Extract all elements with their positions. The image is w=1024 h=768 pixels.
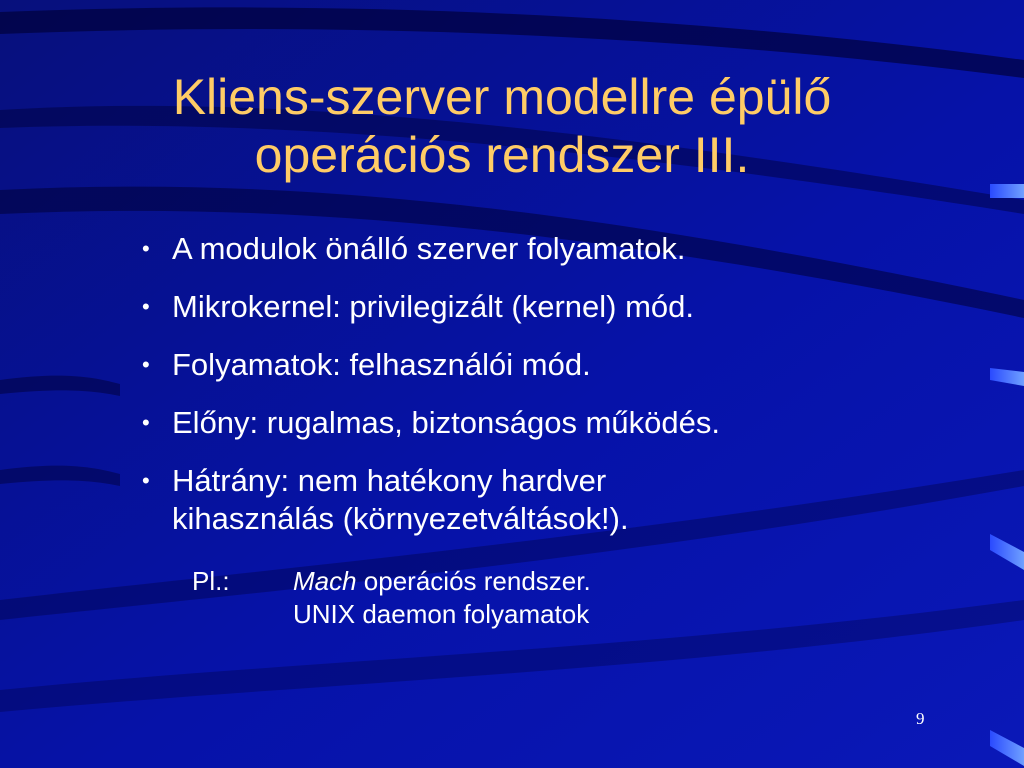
example-line-1 bbox=[293, 565, 591, 598]
example-italic-term: Mach bbox=[293, 566, 357, 596]
example-lines bbox=[293, 565, 591, 631]
bullet-item bbox=[140, 288, 940, 326]
bullet-text-line-2: kihasználás (környezetváltások!). bbox=[172, 501, 629, 536]
example-line-1-rest: operációs rendszer. bbox=[356, 566, 591, 596]
bullet-item bbox=[140, 346, 940, 384]
bullet-text: Előny: rugalmas, biztonságos működés. bbox=[172, 405, 720, 440]
slide-title bbox=[40, 68, 964, 184]
bullet-item bbox=[140, 230, 940, 268]
bullet-dot-icon: • bbox=[142, 236, 150, 261]
slide-title-line-2: operációs rendszer III. bbox=[254, 127, 750, 183]
bullet-item bbox=[140, 462, 940, 538]
bullet-dot-icon: • bbox=[142, 410, 150, 435]
bullet-text-line-1: Hátrány: nem hatékony hardver bbox=[172, 463, 607, 498]
bullet-text: Mikrokernel: privilegizált (kernel) mód. bbox=[172, 289, 694, 324]
bullet-text: Folyamatok: felhasználói mód. bbox=[172, 347, 591, 382]
page-number: 9 bbox=[916, 709, 925, 728]
bullet-dot-icon: • bbox=[142, 294, 150, 319]
bullet-item bbox=[140, 404, 940, 442]
slide-title-line-1: Kliens-szerver modellre épülő bbox=[172, 69, 832, 125]
example-label: Pl.: bbox=[192, 566, 230, 596]
bullet-text: A modulok önálló szerver folyamatok. bbox=[172, 231, 686, 266]
example-line-2: UNIX daemon folyamatok bbox=[293, 599, 590, 629]
bullet-dot-icon: • bbox=[142, 352, 150, 377]
bullet-dot-icon: • bbox=[142, 468, 150, 493]
bullet-list bbox=[140, 230, 940, 558]
